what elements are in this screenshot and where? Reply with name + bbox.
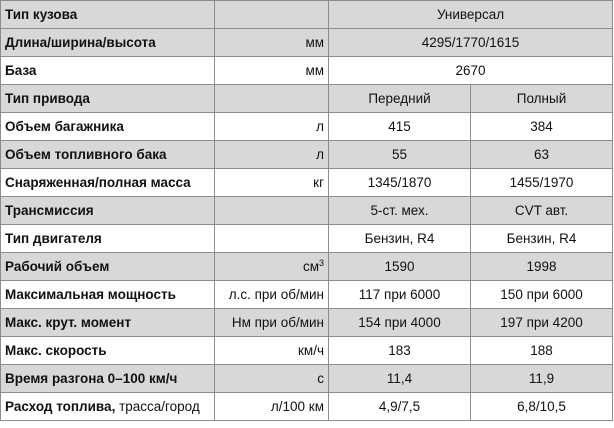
row-value-front: 4,9/7,5 bbox=[329, 393, 471, 421]
row-unit: л.с. при об/мин bbox=[215, 281, 329, 309]
row-value-front: Передний bbox=[329, 85, 471, 113]
row-value-front: 55 bbox=[329, 141, 471, 169]
row-label: Время разгона 0–100 км/ч bbox=[1, 365, 215, 393]
row-label: Макс. скорость bbox=[1, 337, 215, 365]
row-label: Тип привода bbox=[1, 85, 215, 113]
row-unit: мм bbox=[215, 57, 329, 85]
row-value-awd: 197 при 4200 bbox=[471, 309, 613, 337]
row-value-awd: 1455/1970 bbox=[471, 169, 613, 197]
table-row bbox=[1, 253, 613, 281]
row-unit bbox=[215, 1, 329, 29]
row-value-awd: 1998 bbox=[471, 253, 613, 281]
row-value-front: 1345/1870 bbox=[329, 169, 471, 197]
row-unit: л bbox=[215, 141, 329, 169]
row-value-awd: 6,8/10,5 bbox=[471, 393, 613, 421]
table-row bbox=[1, 281, 613, 309]
unit-superscript: 3 bbox=[318, 258, 324, 268]
table-row bbox=[1, 365, 613, 393]
table-row bbox=[1, 57, 613, 85]
row-label: Снаряженная/полная масса bbox=[1, 169, 215, 197]
table-row bbox=[1, 169, 613, 197]
row-value-front: 415 bbox=[329, 113, 471, 141]
row-label: Длина/ширина/высота bbox=[1, 29, 215, 57]
table-row bbox=[1, 393, 613, 421]
row-value-front: 5-ст. мех. bbox=[329, 197, 471, 225]
row-unit: кг bbox=[215, 169, 329, 197]
row-value-awd: 384 bbox=[471, 113, 613, 141]
row-unit: км/ч bbox=[215, 337, 329, 365]
row-value-awd: 11,9 bbox=[471, 365, 613, 393]
row-label: Тип кузова bbox=[1, 1, 215, 29]
row-label: База bbox=[1, 57, 215, 85]
table-row bbox=[1, 197, 613, 225]
row-value-awd: 63 bbox=[471, 141, 613, 169]
row-unit bbox=[215, 225, 329, 253]
row-unit: л/100 км bbox=[215, 393, 329, 421]
table-row bbox=[1, 29, 613, 57]
row-value-awd: Полный bbox=[471, 85, 613, 113]
unit-text: см bbox=[302, 259, 319, 274]
row-label: Трансмиссия bbox=[1, 197, 215, 225]
row-unit bbox=[215, 85, 329, 113]
row-value-front: 183 bbox=[329, 337, 471, 365]
row-value-awd: 150 при 6000 bbox=[471, 281, 613, 309]
table-row bbox=[1, 1, 613, 29]
row-label: Рабочий объем bbox=[1, 253, 215, 281]
row-label bbox=[1, 393, 215, 421]
row-unit bbox=[215, 197, 329, 225]
table-row bbox=[1, 113, 613, 141]
table-row bbox=[1, 309, 613, 337]
table-row bbox=[1, 337, 613, 365]
row-value-front: 1590 bbox=[329, 253, 471, 281]
row-unit: с bbox=[215, 365, 329, 393]
row-value-front: 154 при 4000 bbox=[329, 309, 471, 337]
row-value-front: 11,4 bbox=[329, 365, 471, 393]
row-value-front: 117 при 6000 bbox=[329, 281, 471, 309]
row-unit bbox=[215, 253, 329, 281]
label-normal: трасса/город bbox=[115, 399, 200, 414]
row-value: 4295/1770/1615 bbox=[329, 29, 613, 57]
row-unit: Нм при об/мин bbox=[215, 309, 329, 337]
table-row bbox=[1, 225, 613, 253]
table-row bbox=[1, 85, 613, 113]
table-row bbox=[1, 141, 613, 169]
row-value: Универсал bbox=[329, 1, 613, 29]
row-value: 2670 bbox=[329, 57, 613, 85]
row-value-awd: 188 bbox=[471, 337, 613, 365]
row-value-awd: Бензин, R4 bbox=[471, 225, 613, 253]
row-value-awd: CVT авт. bbox=[471, 197, 613, 225]
row-label: Объем топливного бака bbox=[1, 141, 215, 169]
row-label: Объем багажника bbox=[1, 113, 215, 141]
row-unit: л bbox=[215, 113, 329, 141]
row-label: Максимальная мощность bbox=[1, 281, 215, 309]
row-label: Тип двигателя bbox=[1, 225, 215, 253]
row-unit: мм bbox=[215, 29, 329, 57]
label-bold: Расход топлива, bbox=[5, 399, 116, 414]
row-label: Макс. крут. момент bbox=[1, 309, 215, 337]
row-value-front: Бензин, R4 bbox=[329, 225, 471, 253]
